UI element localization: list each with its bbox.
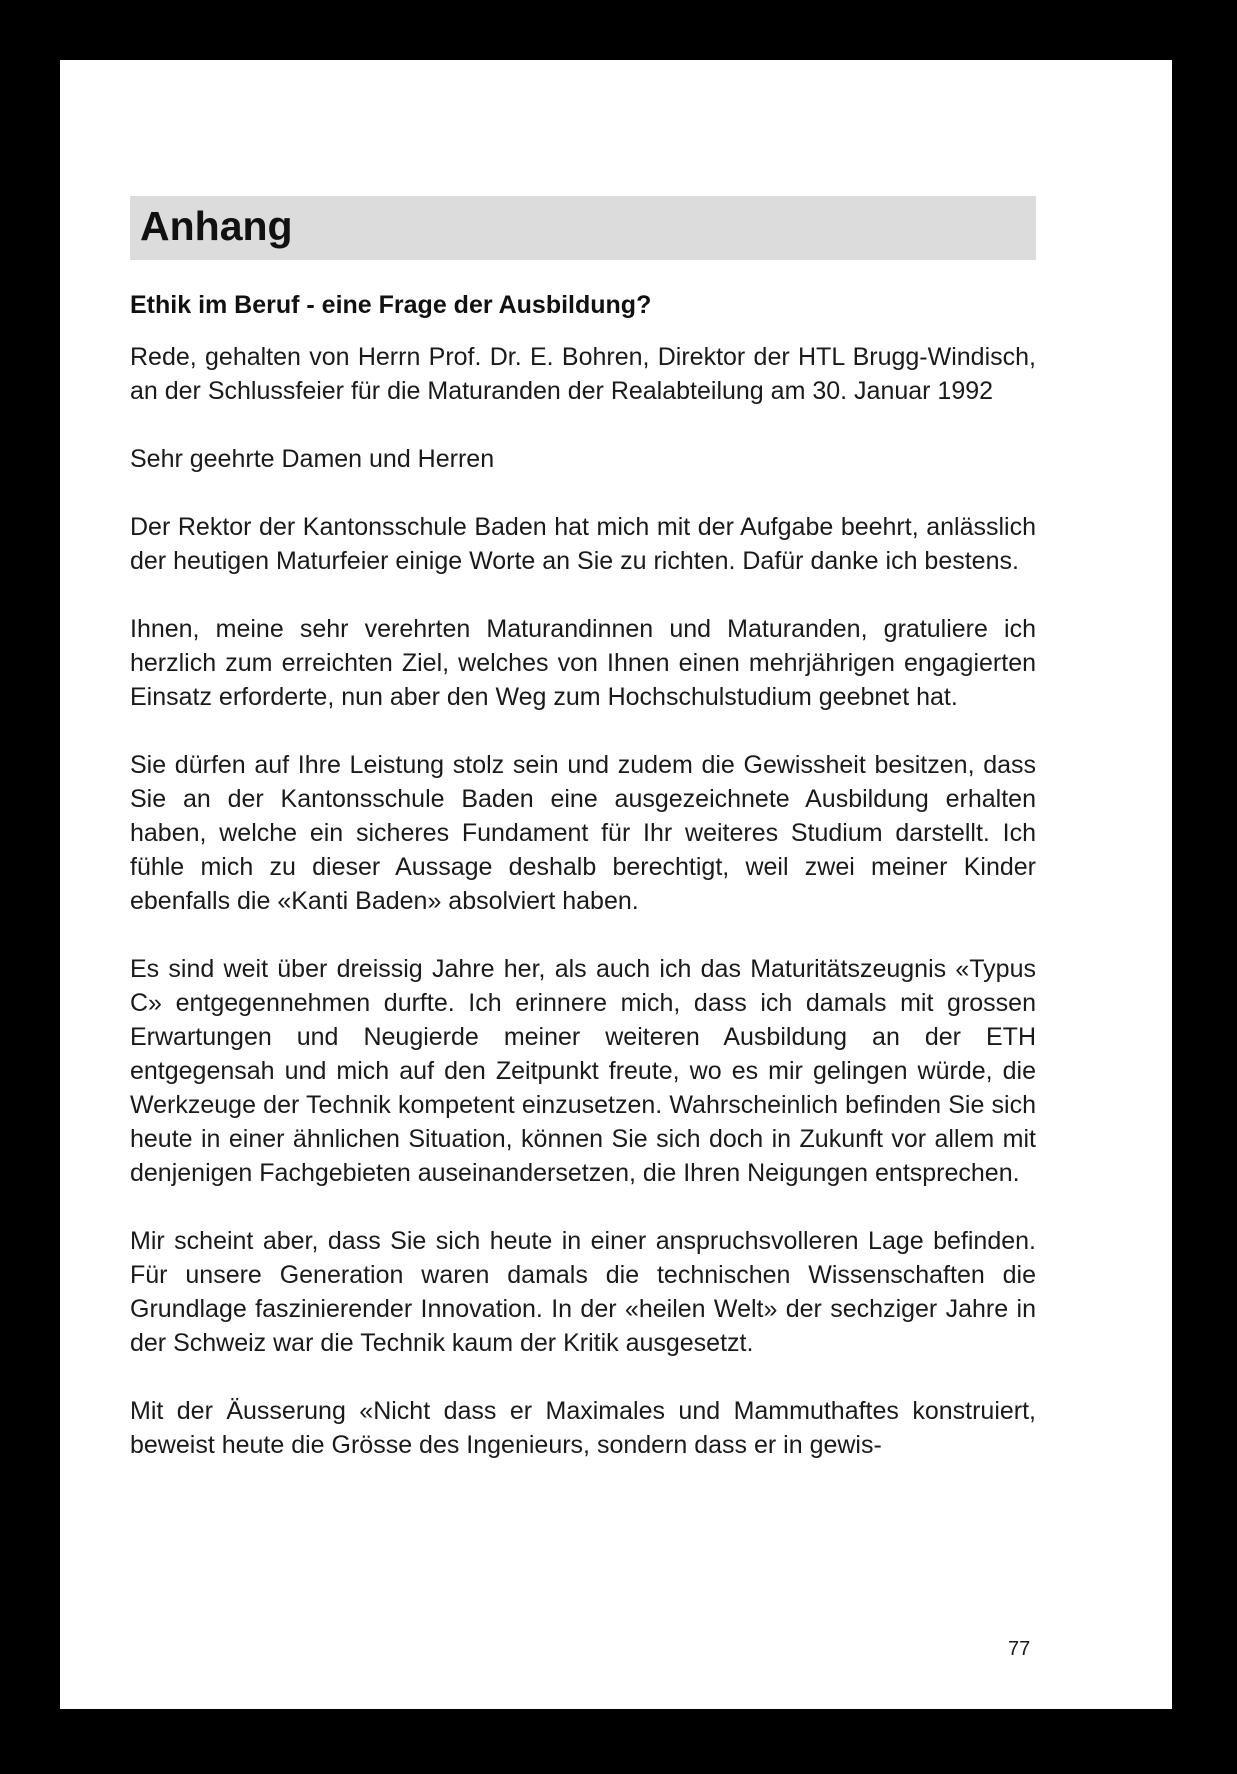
body-paragraph: Es sind weit über dreissig Jahre her, als auch ich das Maturitätszeugnis «Typus C» entgegennehmen durfte. Ich erinnere mich, dass ich damals mit grossen Erwartungen und Neugierde meiner weiteren Ausbildung an der ETH entgegensah und mich auf den Zeitpunkt freute, wo es mir gelingen würde, die Werkzeuge der Technik kompetent einzusetzen. Wahrscheinlich befinden Sie sich heute in einer ähnlichen Situation, können Sie sich doch in Zukunft vor allem mit denjenigen Fachgebieten auseinandersetzen, die Ihren Neigungen entsprechen. [130, 955, 1036, 1187]
body-paragraph: Ihnen, meine sehr verehrten Maturandinnen und Maturanden, gratuliere ich herzlich zum erreichten Ziel, welches von Ihnen einen mehrjährigen engagierten Einsatz erforderte, nun aber den Weg zum Hochschulstudium geebnet hat. [130, 615, 1036, 711]
page-number: 77 [1008, 1638, 1031, 1660]
greeting-paragraph: Sehr geehrte Damen und Herren [130, 445, 495, 473]
page-content [130, 196, 1036, 1462]
section-heading: Ethik im Beruf - eine Frage der Ausbildung? [130, 291, 652, 319]
document-page [60, 60, 1172, 1709]
body-paragraph: Sie dürfen auf Ihre Leistung stolz sein und zudem die Gewissheit besitzen, dass Sie an der Kantonsschule Baden eine ausgezeichnete Ausbildung erhalten haben, welche ein sicheres Fundament für Ihr weiteres Studium darstellt. Ich fühle mich zu dieser Aussage deshalb berechtigt, weil zwei meiner Kinder ebenfalls die «Kanti Baden» absolviert haben. [130, 751, 1036, 915]
intro-paragraph: Rede, gehalten von Herrn Prof. Dr. E. Bohren, Direktor der HTL Brugg-Windisch, an der Schlussfeier für die Maturanden der Realabteilung am 30. Januar 1992 [130, 343, 1036, 405]
body-paragraph: Der Rektor der Kantonsschule Baden hat mich mit der Aufgabe beehrt, anlässlich der heutigen Maturfeier einige Worte an Sie zu richten. Dafür danke ich bestens. [130, 513, 1036, 575]
body-paragraph: Mit der Äusserung «Nicht dass er Maximales und Mammuthaftes konstruiert, beweist heute die Grösse des Ingenieurs, sondern dass er in gewis- [130, 1397, 1036, 1459]
chapter-header-bar [130, 196, 1036, 260]
body-paragraph: Mir scheint aber, dass Sie sich heute in einer anspruchsvolleren Lage befinden. Für unsere Generation waren damals die technischen Wissenschaften die Grundlage faszinierender Innovation. In der «heilen Welt» der sechziger Jahre in der Schweiz war die Technik kaum der Kritik ausgesetzt. [130, 1227, 1036, 1357]
chapter-title: Anhang [140, 203, 293, 249]
